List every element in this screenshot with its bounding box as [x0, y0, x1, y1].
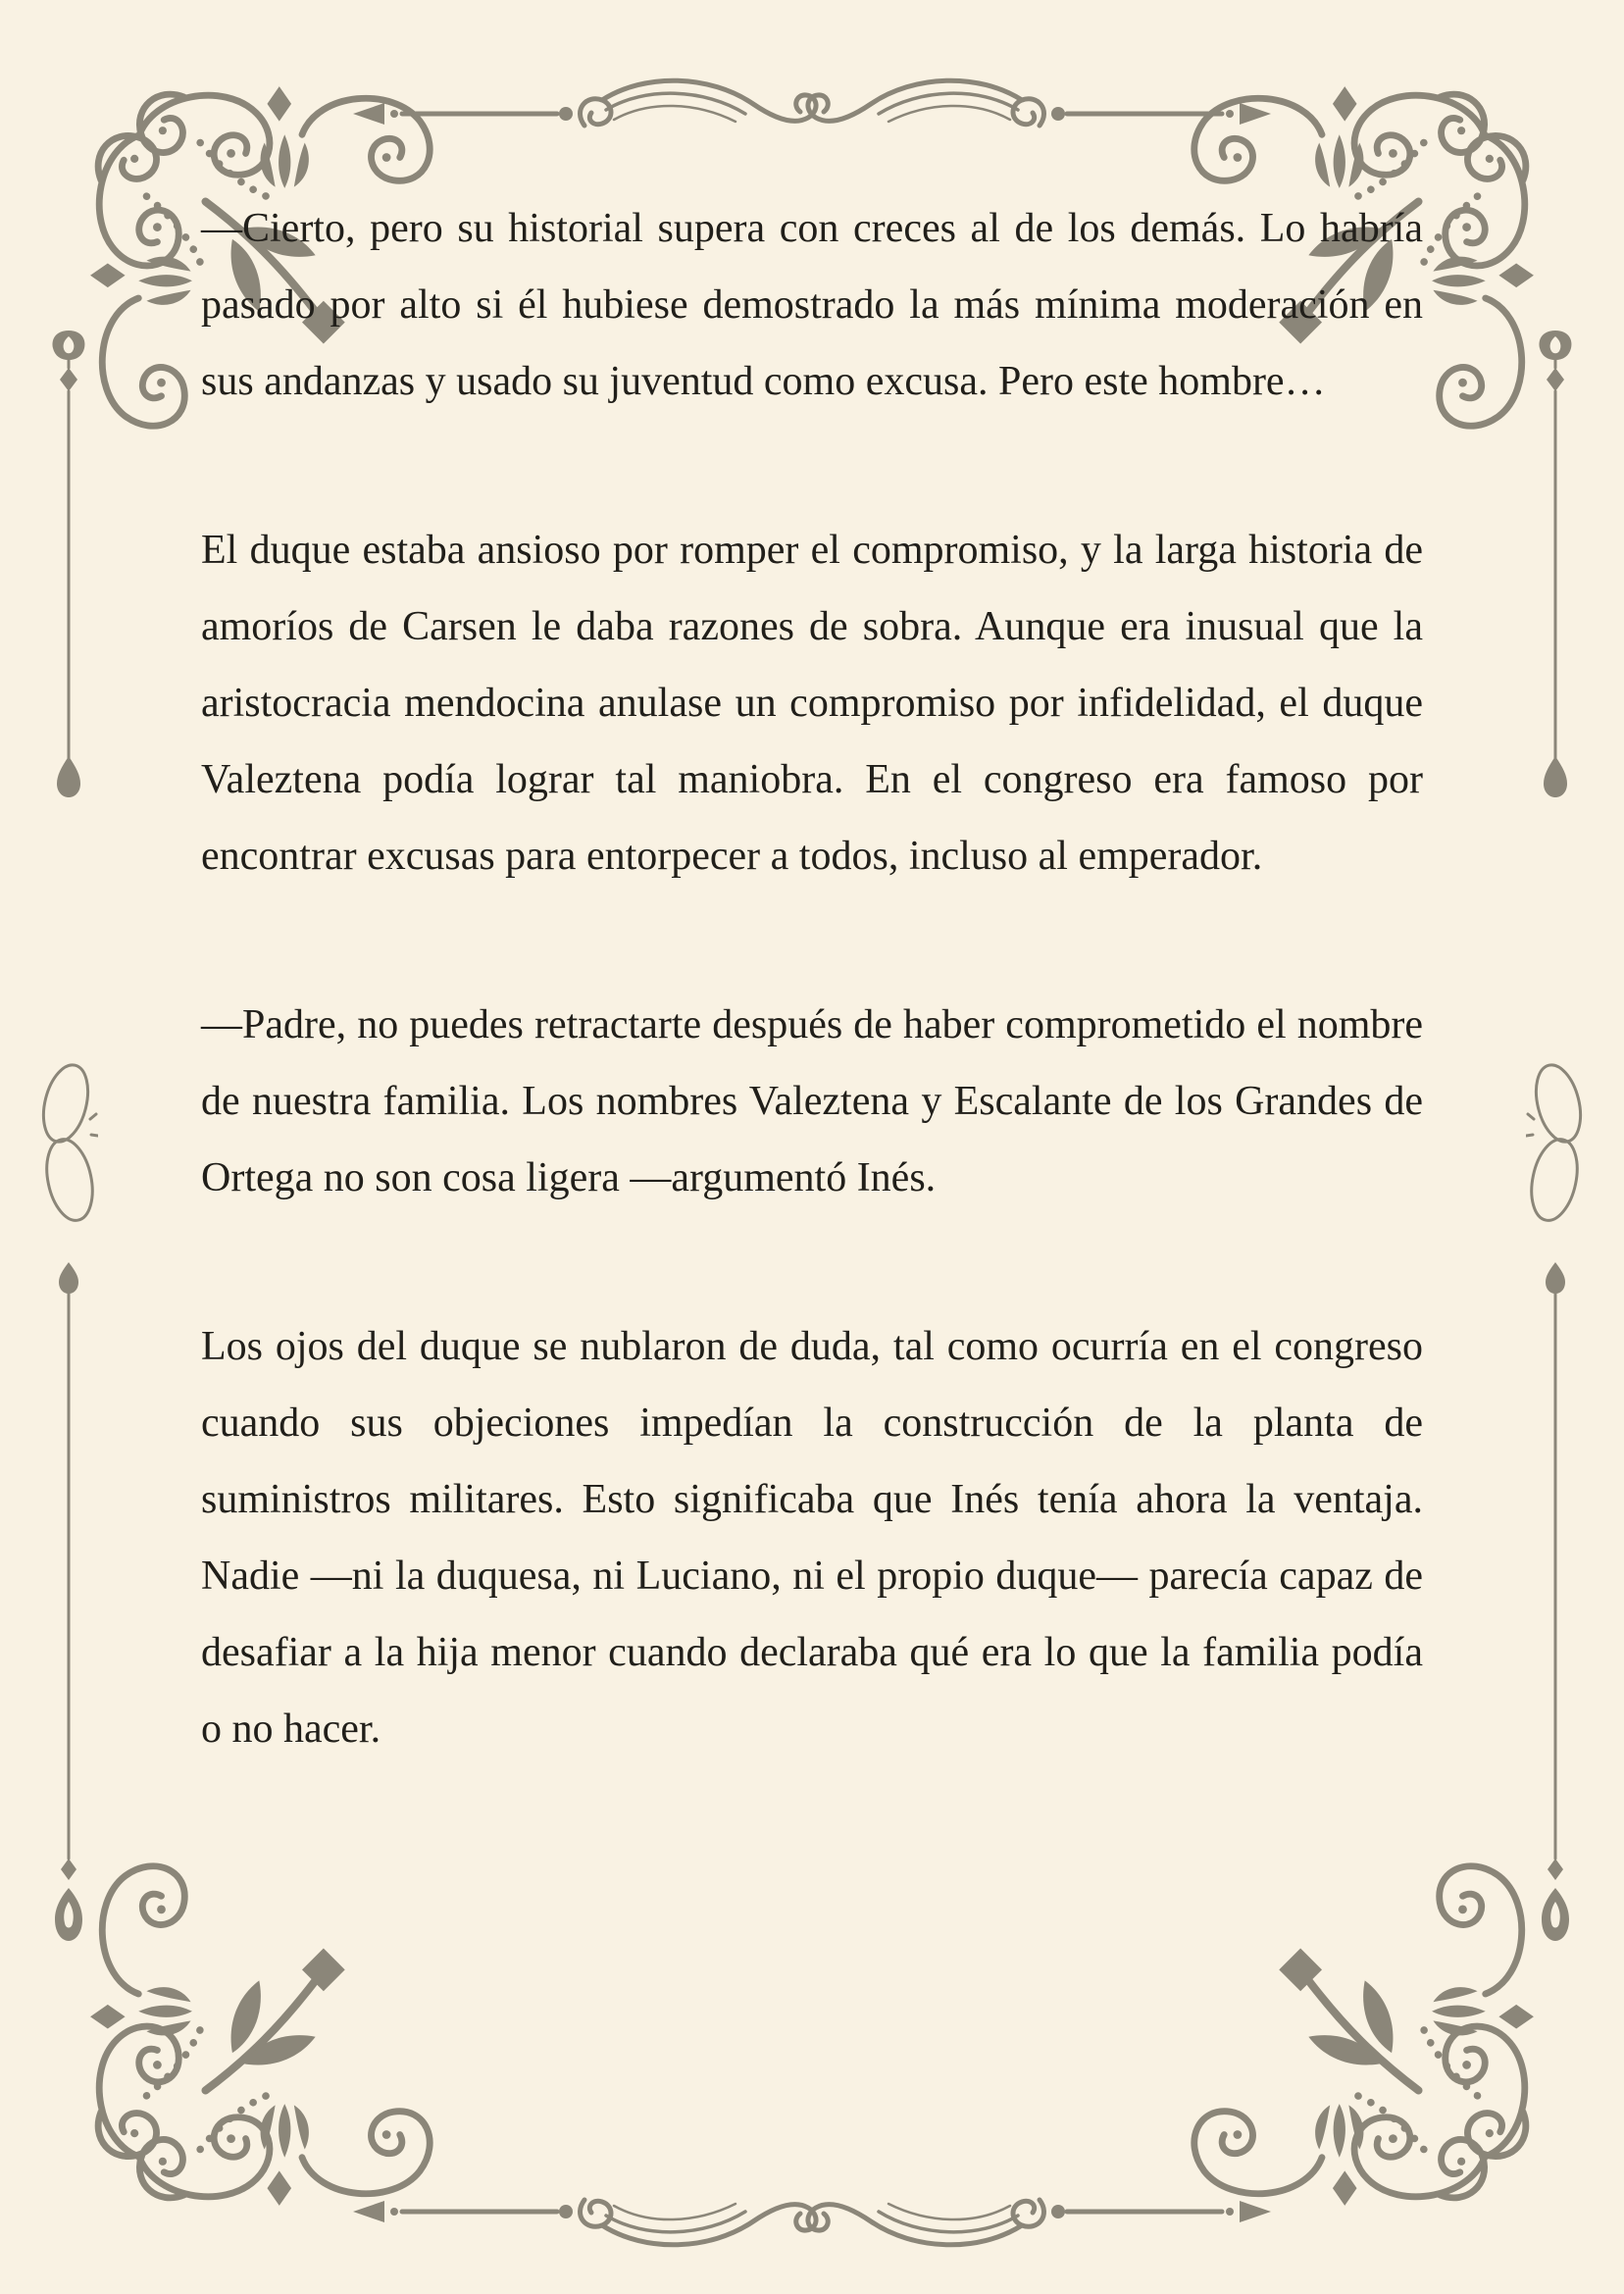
right-border-ornament: [1526, 329, 1585, 1966]
paragraph-2: El duque estaba ansioso por romper el compromiso, y la larga historia de amoríos de Carsen le daba razones de sobra. Aunque era inusual que la aristocracia mendocina anulase un compromiso por infidelidad, el duque Valeztena podía lograr tal maniobra. En el congreso era famoso por encontrar excusas para entorpecer a todos, incluso al emperador.: [201, 528, 1423, 879]
paragraph-1: —Cierto, pero su historial supera con creces al de los demás. Lo habría pasado por alto si él hubiese demostrado la más mínima moderación en sus andanzas y usado su juventud como excusa. Pero este hombre…: [201, 206, 1423, 404]
side-rule-icon: [39, 329, 98, 1966]
paragraph-4: Los ojos del duque se nublaron de duda, tal como ocurría en el congreso cuando sus objeciones impedían la construcción de la planta de suministros militares. Esto significaba que Inés tenía ahora la ventaja. Nadie —ni la duquesa, ni Luciano, ni el propio duque— parecía capaz de desafiar a la hija menor cuando declaraba qué era lo que la familia podía o no hacer.: [201, 1324, 1423, 1752]
top-ornamental-divider: [351, 65, 1273, 163]
divider-swirl-icon: [351, 65, 1273, 163]
divider-swirl-icon: [351, 2163, 1273, 2261]
bottom-ornamental-divider: [351, 2163, 1273, 2261]
page-text: [201, 190, 1423, 1767]
paragraph-3: —Padre, no puedes retractarte después de haber comprometido el nombre de nuestra familia. Los nombres Valeztena y Escalante de los Grandes de Ortega no son cosa ligera —argumentó Inés.: [201, 1002, 1423, 1200]
side-rule-icon: [1526, 329, 1585, 1966]
left-border-ornament: [39, 329, 98, 1966]
